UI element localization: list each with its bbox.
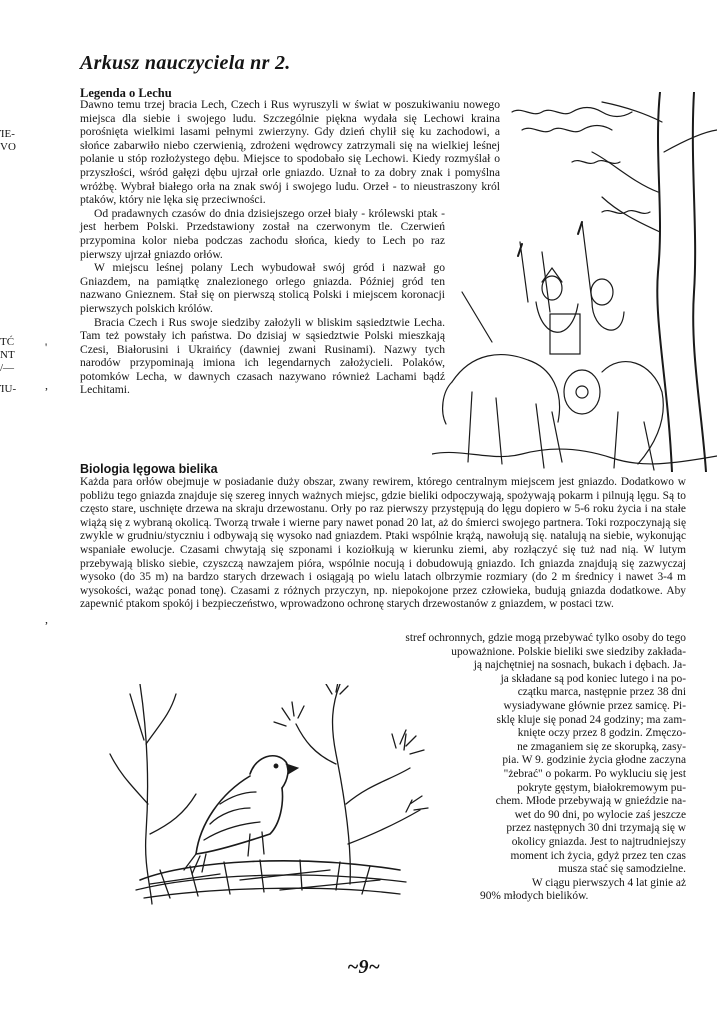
- margin-mark: ': [45, 340, 48, 354]
- edge-fragment: ΊU-: [0, 383, 17, 395]
- eagle-nest-illustration: [100, 684, 445, 914]
- text-line: moment ich życia, gdyż przez ten czas: [510, 849, 686, 862]
- biology-heading: Biologia lęgowa bielika: [80, 462, 218, 476]
- legend-paragraph: Bracia Czech i Rus swoje siedziby założyli w bliskim sąsiedztwie Lecha. Tam też powstały ich państwa. Do dzisiaj w sąsiedztwie Polski mieszkają Czesi, Białorusini i Ukraińcy (dawniej zwani Rusinami). Nazwy tych narodów przypominają imiona ich legendarnych założycieli. Polaków, potomków Lecha, w dawnych czasach nazywano również Lachami bądź Lechitami.: [80, 315, 445, 397]
- edge-fragment: NT: [0, 349, 15, 361]
- text-line: czątku marca, następnie przez 38 dni: [517, 686, 686, 699]
- biology-text: [80, 476, 686, 612]
- edge-fragment: /—: [0, 362, 15, 374]
- page-title: Arkusz nauczyciela nr 2.: [80, 52, 291, 74]
- text-line: wysiadywane głównie przez samicę. Pi-: [503, 699, 686, 712]
- text-line: "żebrać" o pokarm. Po wykluciu się jest: [503, 767, 686, 780]
- edge-fragment: VO: [0, 141, 16, 153]
- text-line: stref ochronnych, gdzie mogą przebywać tylko osoby do tego: [405, 632, 686, 644]
- text-line: musza stać się samodzielne.: [558, 863, 686, 876]
- legend-paragraph: W miejscu leśnej polany Lech wybudował swój gród i nazwał go Gniazdem, na pamiątkę znalezionego orlego gniazda. Później gród ten nazwano Gnieznem. Stał się on pierwszą stolicą Polski i miejscem koronacji pierwszych polskich królów.: [80, 261, 445, 315]
- text-line: przez następnych 30 dni trzymają się w: [506, 822, 686, 835]
- margin-mark: ,: [45, 612, 48, 626]
- edge-fragment: TĆ: [0, 336, 15, 348]
- legend-paragraph: Dawno temu trzej bracia Lech, Czech i Rus wyruszyli w świat w poszukiwaniu nowego miejsca dla siebie i swojego ludu. Szczególnie piękna wydała się Lechowi kraina porośnięta wielkimi lasami pełnymi zwierzyny. Gdy dzień chylił się ku zachodowi, a słońce zabarwiło niebo czerwienią, zdrożeni wędrowcy zatrzymali się na wielkiej leśnej polanie u stóp rozłożystego dębu. Miejsce to spodobało się Lechowi. Kiedy rozmyślał o przyszłości, wśród gałęzi dębu ujrzał orle gniazdo. Uznał to za dobry znak i pomyślna wróżbę. Wybrał białego orła na znak swój i swojego ludu. Orzeł - to nieustraszony król ptaków, który nie lęka się przeciwności.: [80, 98, 500, 207]
- text-line: ne zmaganiem się ze skorupką, zasy-: [517, 740, 686, 753]
- biology-paragraph: Każda para orłów obejmuje w posiadanie duży obszar, zwany rewirem, którego centralnym miejscem jest gniazdo. Dodatkowo w pobliżu tego gniazda znajduje się szereg innych ważnych miejsc, gdzie bieliki odpoczywają, spożywają pokarm i pilnują lęgu. Są to często stare, uschnięte drzewa na skraju drzewostanu. Orły po raz pierwszy przystępują do lęgu dopiero w 5-6 roku życia i na stałe wiążą się z wybraną okolicą. Tworzą trwałe i wierne pary nawet ponad 20 lat, aż do śmierci swojego partnera. Toki rozpoczynają się zwykle w grudniu/styczniu i odbywają się wysoko nad gniazdem. Ptaki wspólnie krążą, nawołują się. natalują na siebie, wykonując wspaniałe ewolucje. Czasami chwytają się szponami i koziołkują w kierunku ziemi, aby rozłączyć się tuż nad nią. W lutym przebywają blisko siebie, czyszczą nawzajem pióra, wspólnie nocują i dobudowują gniazdo. Ich gniazda znajdują się zazwyczaj wysoko (do 35 m) na bardzo starych drzewach i osiągają po wielu latach olbrzymie rozmiary (do 2 m średnicy i nawet 3-4 m wysokości, ważąc ponad tonę). Czasami z różnych przyczyn, np. niepokojone przez człowieka, budują gniazda dodatkowe. Aby zapewnić ptakom spokój i bezpieczeństwo, wprowadzono ochronę starych drzewostanów z gniazdem, w postaci tzw.: [80, 476, 686, 611]
- knights-illustration: [432, 92, 717, 472]
- text-line: pia. W 9. godzinie życia głodne zaczyna: [502, 754, 686, 767]
- text-line: ją najchętniej na sosnach, bukach i dębach. Ja-: [473, 659, 686, 672]
- legend-paragraph: Od pradawnych czasów do dnia dzisiejszego orzeł biały - królewski ptak - jest herbem Polski. Przedstawiony został na czerwonym tle. Czerwień przypomina kolor nieba podczas zachodu słońca, kiedy to Lech po raz pierwszy ujrzał gniazdo orłów.: [80, 206, 445, 261]
- text-line: chem. Młode przebywają w gnieździe na-: [495, 795, 686, 808]
- text-line: 90% młodych bielików.: [480, 890, 589, 903]
- text-line: ja składane są pod koniec lutego i na po-: [500, 672, 686, 685]
- text-line: sklę kluje się ponad 24 godziny; ma zam-: [496, 713, 686, 726]
- text-line: wet do 90 dni, po wylocie zaś jeszcze: [514, 808, 686, 821]
- edge-fragment: ΊΕ-: [0, 128, 15, 140]
- margin-mark: ,: [45, 378, 48, 392]
- text-line: W ciągu pierwszych 4 lat ginie aż: [531, 876, 686, 889]
- page-number: ~9~: [347, 956, 380, 978]
- legend-heading: Legenda o Lechu: [80, 86, 172, 100]
- text-line: upoważnione. Polskie bieliki swe siedziby zakłada-: [451, 645, 686, 658]
- text-line: pokryte gęstym, białokremowym pu-: [517, 781, 686, 794]
- text-line: knięte oczy przez 8 godzin. Zmęczo-: [517, 727, 686, 740]
- text-line: okolicy gniazda. Jest to najtrudniejszy: [511, 835, 686, 848]
